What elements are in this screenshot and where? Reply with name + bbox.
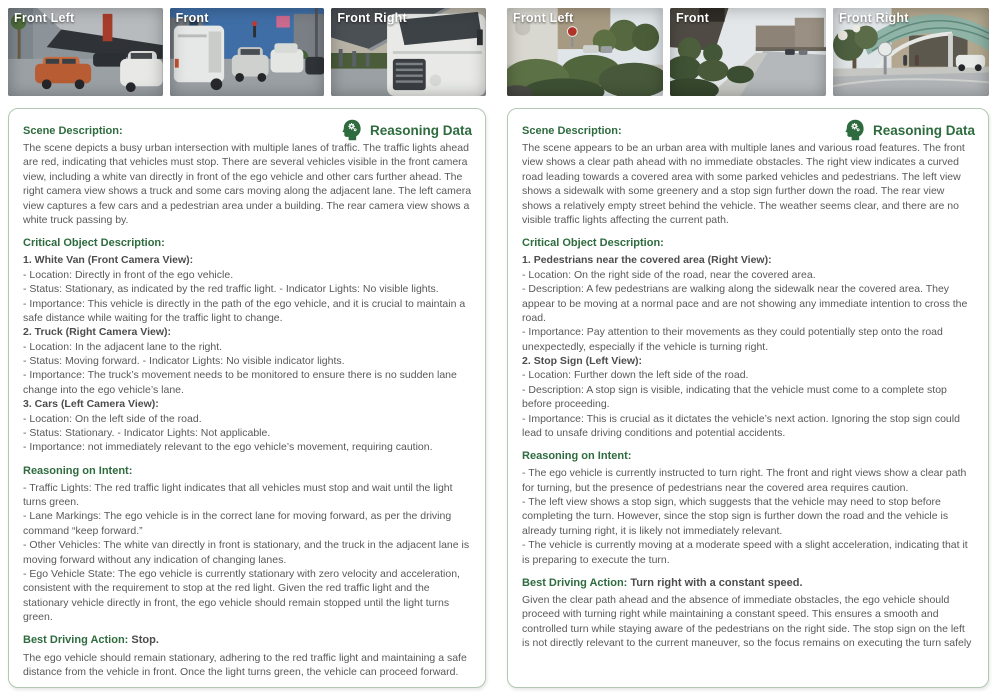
body-text: - Lane Markings: The ego vehicle is in the correct lane for moving forward, as per the driving command “keep forward.” [23, 510, 452, 537]
body-text: - Location: Further down the left side of the road. [522, 369, 749, 382]
body-text: - Location: In the adjacent lane to the right. [23, 340, 223, 353]
reasoning-text [522, 124, 974, 651]
object-subheading: 2. Truck (Right Camera View): [23, 326, 172, 339]
best-action-heading [23, 633, 471, 648]
object-subheading: 2. Stop Sign (Left View): [522, 355, 642, 367]
body-text: - Description: A few pedestrians are walking along the sidewalk near the covered area. They appear to be moving at a normal pace and are not showing any immediate intention to cross the road. [522, 283, 968, 324]
section-heading: Scene Description: [522, 125, 622, 137]
camera-view-front-image [170, 8, 325, 96]
panel-header [843, 118, 975, 142]
body-text: - Importance: not immediately relevant to the ego vehicle’s movement, requiring caution. [23, 441, 433, 454]
body-text: - The vehicle is currently moving at a moderate speed with a slight acceleration, indicating that it is preparing to execute the turn. [522, 539, 968, 566]
head-gear-icon [340, 118, 364, 142]
camera-strip [507, 8, 989, 96]
best-action-heading [522, 576, 974, 591]
body-text: - Ego Vehicle State: The ego vehicle is currently stationary with zero velocity and acceleration, consistent with the requirement to stop at the red light. Given the red traffic light and the stationary vehicle directly in front, the ego vehicle should remain stopped until the light turns green. [23, 567, 460, 624]
reasoning-text [23, 124, 471, 679]
body-text: - Status: Stationary. - Indicator Lights: Not applicable. [23, 426, 271, 439]
body-text: - Importance: The truck’s movement needs to be monitored to ensure there is no sudden lane change into the ego vehicle’s lane. [23, 369, 457, 396]
body-text: Given the clear path ahead and the absence of immediate obstacles, the ego vehicle should proceed with turning right while maintaining a constant speed. This ensures a smooth and controlled turn while staying aware of the pedestrians on the right side. The stop sign on the left is not directly relevant to the current maneuver, so the focus remains on executing the turn safely [522, 594, 972, 650]
example-right [507, 8, 989, 688]
body-text: - Description: A stop sign is visible, indicating that the vehicle must come to a complete stop before proceeding. [522, 383, 947, 411]
body-text: - The ego vehicle is currently instructed to turn right. The front and right views show a clear path for turning, but the presence of pedestrians near the covered area requires caution. [522, 467, 967, 494]
body-text: - Location: On the left side of the road. [23, 412, 202, 425]
head-gear-icon [843, 118, 867, 142]
object-subheading: 3. Cars (Left Camera View): [23, 398, 159, 411]
camera-label: Front Right [839, 11, 909, 25]
camera-view-front-left-image [507, 8, 663, 96]
body-text: - Importance: Pay attention to their movements as they could potentially step onto the road unexpectedly, especially if the vehicle is turning right. [522, 326, 943, 353]
camera-label: Front [676, 11, 709, 25]
camera-view-front-right-image [331, 8, 486, 96]
camera-label: Front Left [513, 11, 574, 25]
body-text: - Other Vehicles: The white van directly in front is stationary, and the truck in the adjacent lane is moving forward without any indication of changing lanes. [23, 539, 470, 566]
body-text: The ego vehicle should remain stationary, adhering to the red traffic light and maintaining a safe distance from the vehicle in front. Once the light turns green, the vehicle can proceed forward. [23, 651, 467, 678]
camera-strip [8, 8, 486, 96]
camera-label: Front Left [14, 11, 75, 25]
body-text: - Importance: This vehicle is directly in the path of the ego vehicle, and it is crucial to maintain a safe distance while waiting for the traffic light to change. [23, 297, 466, 324]
body-text: - Location: On the right side of the road, near the covered area. [522, 268, 816, 281]
reasoning-panel [507, 108, 989, 688]
best-action-value: Stop. [131, 634, 159, 647]
reasoning-panel [8, 108, 486, 688]
camera-view-front-right-image [833, 8, 989, 96]
camera-label: Front [175, 11, 209, 25]
panel-header [340, 118, 472, 142]
body-text: - Status: Moving forward. - Indicator Lights: No visible indicator lights. [23, 355, 345, 367]
body-text: - Traffic Lights: The red traffic light indicates that all vehicles must stop and wait until the light turns green. [23, 481, 453, 509]
body-text: - The left view shows a stop sign, which suggests that the vehicle may need to stop before completing the turn. However, since the stop sign is further down the road and the vehicle is already turning right, it is likely not immediately relevant. [522, 496, 949, 537]
best-action-label: Best Driving Action: [522, 576, 631, 589]
best-action-label: Best Driving Action: [23, 634, 132, 647]
section-heading: Scene Description: [23, 125, 123, 137]
section-heading: Critical Object Description: [522, 237, 664, 250]
section-heading: Critical Object Description: [23, 237, 165, 250]
camera-view-front-image [670, 8, 826, 96]
best-action-value: Turn right with a constant speed. [630, 576, 803, 589]
body-text: - Importance: This is crucial as it dictates the vehicle’s next action. Ignoring the stop sign could lead to unsafe driving conditions and potential accidents. [522, 412, 960, 439]
object-subheading: 1. Pedestrians near the covered area (Right View): [522, 254, 772, 267]
body-text: The scene depicts a busy urban intersection with multiple lanes of traffic. The traffic lights ahead are red, indicating that vehicles must stop. There are several vehicles visible in the front camera view, including a white van directly in front of the ego vehicle and other cars further ahead. The right camera view shows a truck and some cars moving along the adjacent lane. The left camera view captures a few cars and a pedestrian area under a building. The rear camera view shows a white truck passing by. [23, 142, 472, 226]
section-heading: Reasoning on Intent: [23, 464, 133, 477]
body-text: - Status: Stationary, as indicated by the red traffic light. - Indicator Lights: No visible lights. [23, 283, 439, 296]
body-text: - Location: Directly in front of the ego vehicle. [23, 268, 234, 281]
body-text: The scene appears to be an urban area with multiple lanes and various road features. The front view shows a clear path ahead with no immediate obstacles. The right view indicates a curved road leading towards a covered area with some parked vehicles and pedestrians. The left view shows a sidewalk with some greenery and a stop sign further down the road. The rear view shows a relatively empty street behind the vehicle. The weather seems clear, and there are no visible traffic lights affecting the current path. [522, 142, 965, 226]
panel-title: Reasoning Data [369, 122, 473, 138]
camera-label: Front Right [337, 11, 407, 25]
panel-title: Reasoning Data [872, 122, 975, 138]
camera-view-front-left-image [8, 8, 163, 96]
example-left [8, 8, 486, 688]
section-heading: Reasoning on Intent: [522, 450, 632, 463]
object-subheading: 1. White Van (Front Camera View): [23, 254, 194, 267]
